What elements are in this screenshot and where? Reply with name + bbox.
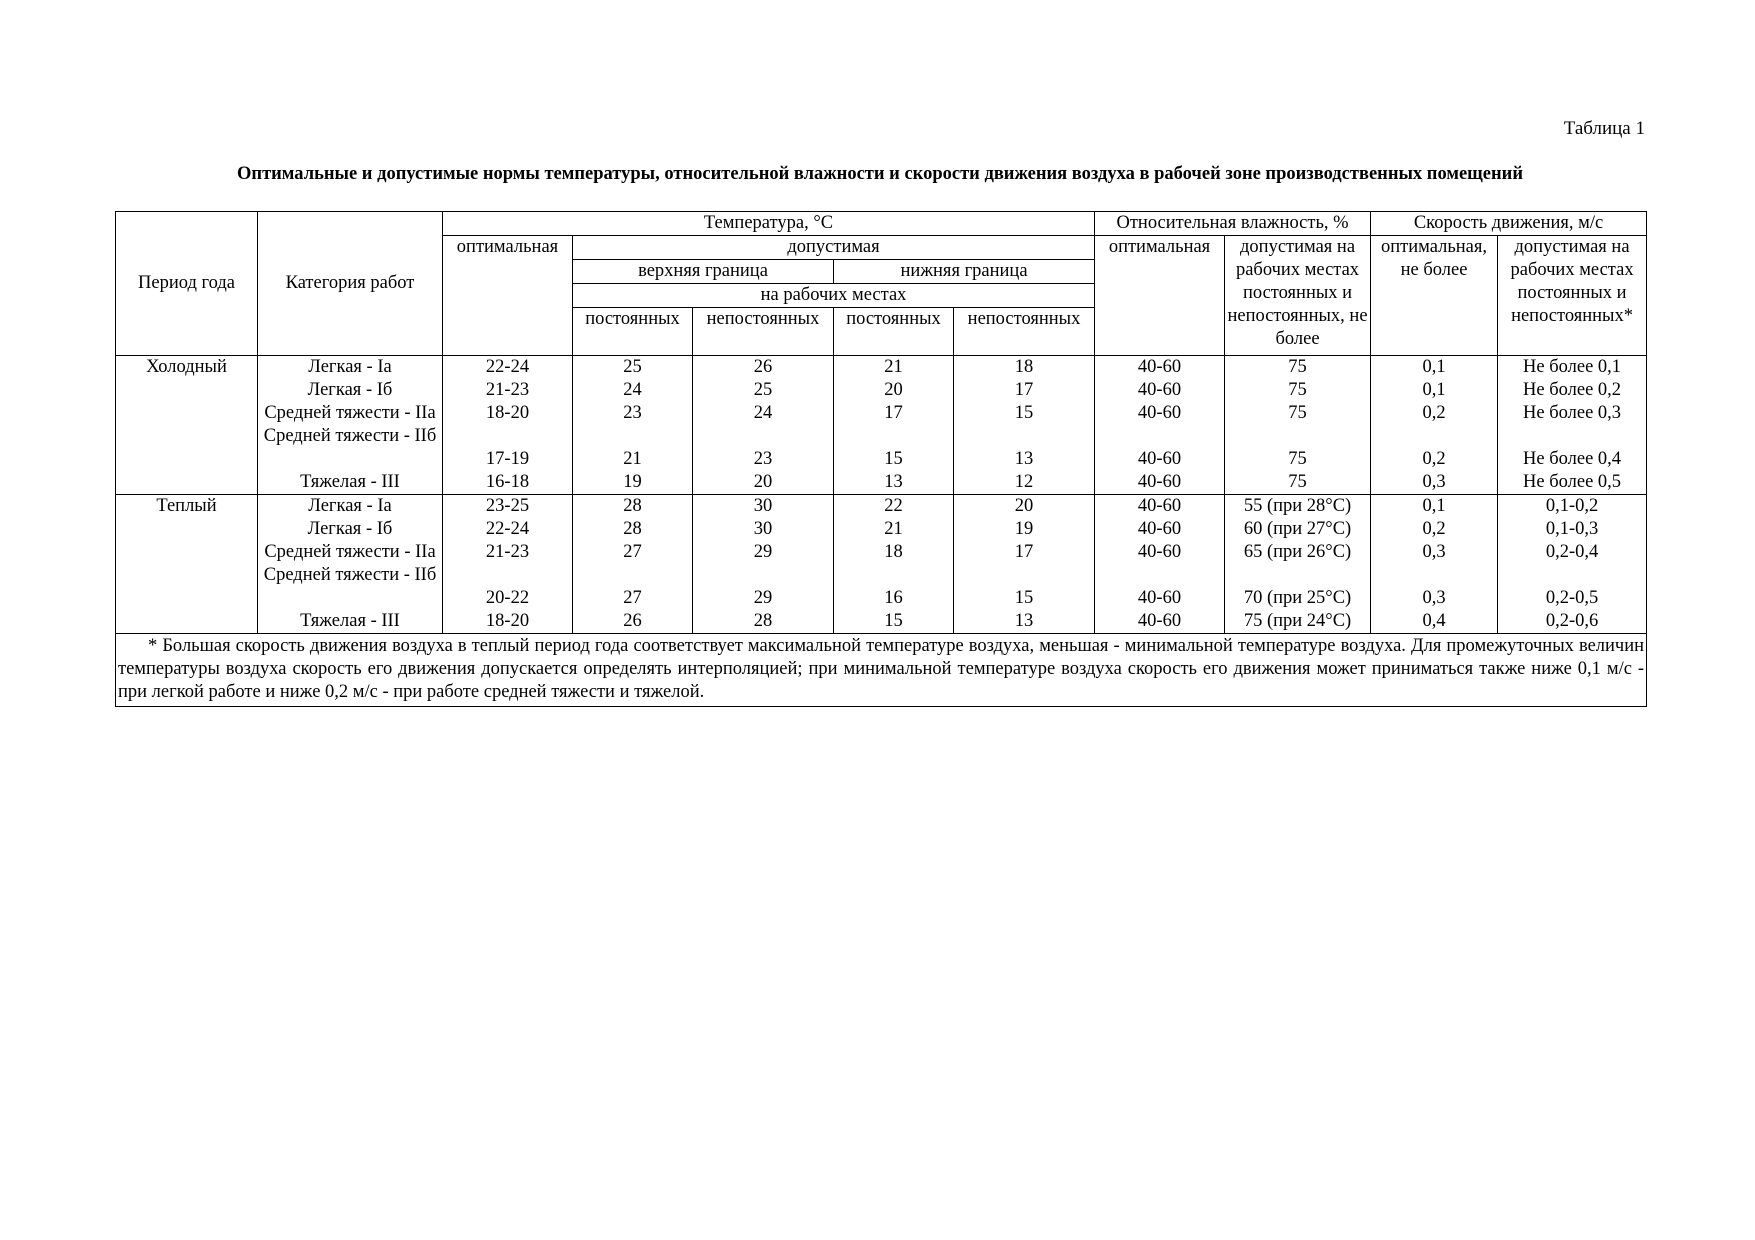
upper-nonpermanent-cell: 28 (693, 610, 834, 634)
upper-permanent-cell: 25 (573, 356, 693, 380)
category-cell: Тяжелая - III (258, 610, 443, 634)
upper-nonpermanent-cell: 29 (693, 541, 834, 564)
category-cell: Средней тяжести - IIб (258, 564, 443, 610)
speed-allowed-cell: 0,2-0,4 (1498, 541, 1647, 564)
lower-permanent-cell: 21 (834, 356, 954, 380)
lower-permanent-cell: 18 (834, 541, 954, 564)
lower-nonpermanent-cell: 12 (954, 471, 1095, 495)
speed-optimal-cell: 0,3 (1371, 564, 1498, 610)
table-row (116, 425, 1647, 471)
header-permanent-upper: постоянных (573, 308, 693, 356)
speed-optimal-cell: 0,1 (1371, 356, 1498, 380)
header-speed: Скорость движения, м/с (1371, 212, 1647, 236)
header-nonpermanent-lower: непостоянных (954, 308, 1095, 356)
humidity-optimal-cell: 40-60 (1095, 425, 1225, 471)
header-category: Категория работ (258, 212, 443, 356)
category-cell: Средней тяжести - IIа (258, 541, 443, 564)
header-speed-allowed: допустимая на рабочих местах постоянных и непостоянных* (1498, 236, 1647, 356)
header-at-workplaces: на рабочих местах (573, 284, 1095, 308)
category-cell: Тяжелая - III (258, 471, 443, 495)
speed-allowed-cell: Не более 0,3 (1498, 402, 1647, 425)
period-cell (116, 541, 258, 564)
upper-permanent-cell: 21 (573, 425, 693, 471)
period-cell (116, 471, 258, 495)
lower-permanent-cell: 21 (834, 518, 954, 541)
speed-optimal-cell: 0,2 (1371, 518, 1498, 541)
upper-permanent-cell: 27 (573, 564, 693, 610)
speed-optimal-cell: 0,4 (1371, 610, 1498, 634)
humidity-allowed-cell: 55 (при 28°С) (1225, 495, 1371, 519)
upper-permanent-cell: 24 (573, 379, 693, 402)
lower-nonpermanent-cell: 19 (954, 518, 1095, 541)
lower-permanent-cell: 17 (834, 402, 954, 425)
humidity-optimal-cell: 40-60 (1095, 379, 1225, 402)
header-upper-bound: верхняя граница (573, 260, 834, 284)
lower-nonpermanent-cell: 13 (954, 610, 1095, 634)
speed-allowed-cell: Не более 0,2 (1498, 379, 1647, 402)
speed-allowed-cell: 0,1-0,2 (1498, 495, 1647, 519)
lower-nonpermanent-cell: 17 (954, 541, 1095, 564)
period-cell (116, 402, 258, 425)
humidity-allowed-cell: 60 (при 27°С) (1225, 518, 1371, 541)
table-footer (116, 634, 1647, 707)
speed-allowed-cell: 0,2-0,5 (1498, 564, 1647, 610)
upper-nonpermanent-cell: 26 (693, 356, 834, 380)
humidity-allowed-cell: 75 (1225, 379, 1371, 402)
upper-nonpermanent-cell: 30 (693, 518, 834, 541)
humidity-optimal-cell: 40-60 (1095, 471, 1225, 495)
upper-permanent-cell: 19 (573, 471, 693, 495)
lower-nonpermanent-cell: 17 (954, 379, 1095, 402)
speed-optimal-cell: 0,1 (1371, 495, 1498, 519)
period-cell (116, 425, 258, 471)
humidity-allowed-cell: 75 (при 24°С) (1225, 610, 1371, 634)
lower-nonpermanent-cell: 15 (954, 402, 1095, 425)
speed-allowed-cell: 0,2-0,6 (1498, 610, 1647, 634)
temp-optimal-cell: 20-22 (443, 564, 573, 610)
humidity-optimal-cell: 40-60 (1095, 402, 1225, 425)
period-cell (116, 610, 258, 634)
lower-permanent-cell: 13 (834, 471, 954, 495)
upper-nonpermanent-cell: 29 (693, 564, 834, 610)
table-row (116, 541, 1647, 564)
category-cell: Средней тяжести - IIа (258, 402, 443, 425)
speed-optimal-cell: 0,3 (1371, 471, 1498, 495)
header-temperature: Температура, °С (443, 212, 1095, 236)
category-cell: Средней тяжести - IIб (258, 425, 443, 471)
humidity-allowed-cell: 75 (1225, 356, 1371, 380)
table-row (116, 356, 1647, 380)
category-cell: Легкая - Iб (258, 518, 443, 541)
speed-allowed-cell: 0,1-0,3 (1498, 518, 1647, 541)
humidity-optimal-cell: 40-60 (1095, 564, 1225, 610)
lower-permanent-cell: 20 (834, 379, 954, 402)
category-cell: Легкая - Iа (258, 356, 443, 380)
period-cell: Теплый (116, 495, 258, 519)
header-nonpermanent-upper: непостоянных (693, 308, 834, 356)
upper-permanent-cell: 23 (573, 402, 693, 425)
category-cell: Легкая - Iа (258, 495, 443, 519)
speed-optimal-cell: 0,2 (1371, 425, 1498, 471)
temp-optimal-cell: 21-23 (443, 379, 573, 402)
humidity-optimal-cell: 40-60 (1095, 610, 1225, 634)
humidity-optimal-cell: 40-60 (1095, 495, 1225, 519)
humidity-allowed-cell: 65 (при 26°С) (1225, 541, 1371, 564)
humidity-optimal-cell: 40-60 (1095, 518, 1225, 541)
period-cell (116, 518, 258, 541)
lower-nonpermanent-cell: 18 (954, 356, 1095, 380)
temp-optimal-cell: 22-24 (443, 356, 573, 380)
speed-optimal-cell: 0,3 (1371, 541, 1498, 564)
humidity-allowed-cell: 75 (1225, 471, 1371, 495)
upper-nonpermanent-cell: 20 (693, 471, 834, 495)
header-hum-optimal: оптимальная (1095, 236, 1225, 356)
footnote: * Большая скорость движения воздуха в теплый период года соответствует максимальной температуре воздуха, меньшая - минимальной температуре воздуха. Для промежуточных величин температуры воздуха скорость его движения допускается определять интерполяцией; при минимальной температуре воздуха скорость его движения может приниматься также ниже 0,1 м/с - при легкой работе и ниже 0,2 м/с - при работе средней тяжести и тяжелой. (116, 634, 1647, 707)
header-temp-optimal: оптимальная (443, 236, 573, 356)
header-humidity: Относительная влажность, % (1095, 212, 1371, 236)
temp-optimal-cell: 16-18 (443, 471, 573, 495)
upper-nonpermanent-cell: 24 (693, 402, 834, 425)
humidity-allowed-cell: 70 (при 25°С) (1225, 564, 1371, 610)
temp-optimal-cell: 17-19 (443, 425, 573, 471)
upper-permanent-cell: 28 (573, 495, 693, 519)
upper-nonpermanent-cell: 25 (693, 379, 834, 402)
header-permanent-lower: постоянных (834, 308, 954, 356)
norms-table (115, 211, 1647, 707)
header-period: Период года (116, 212, 258, 356)
speed-optimal-cell: 0,2 (1371, 402, 1498, 425)
period-cell (116, 379, 258, 402)
header-temp-allowed: допустимая (573, 236, 1095, 260)
speed-allowed-cell: Не более 0,1 (1498, 356, 1647, 380)
table-row (116, 471, 1647, 495)
temp-optimal-cell: 23-25 (443, 495, 573, 519)
period-cell: Холодный (116, 356, 258, 380)
header-lower-bound: нижняя граница (834, 260, 1095, 284)
speed-allowed-cell: Не более 0,5 (1498, 471, 1647, 495)
humidity-allowed-cell: 75 (1225, 402, 1371, 425)
table-body (116, 356, 1647, 634)
table-header (116, 212, 1647, 356)
table-row (116, 518, 1647, 541)
upper-permanent-cell: 27 (573, 541, 693, 564)
table-title: Оптимальные и допустимые нормы температуры, относительной влажности и скорости движения воздуха в рабочей зоне производственных помещений (237, 164, 1523, 184)
lower-permanent-cell: 15 (834, 425, 954, 471)
humidity-optimal-cell: 40-60 (1095, 541, 1225, 564)
table-row (116, 610, 1647, 634)
upper-permanent-cell: 28 (573, 518, 693, 541)
upper-nonpermanent-cell: 23 (693, 425, 834, 471)
speed-allowed-cell: Не более 0,4 (1498, 425, 1647, 471)
table-row (116, 564, 1647, 610)
lower-permanent-cell: 16 (834, 564, 954, 610)
temp-optimal-cell: 18-20 (443, 610, 573, 634)
lower-nonpermanent-cell: 20 (954, 495, 1095, 519)
humidity-optimal-cell: 40-60 (1095, 356, 1225, 380)
lower-permanent-cell: 15 (834, 610, 954, 634)
temp-optimal-cell: 22-24 (443, 518, 573, 541)
lower-nonpermanent-cell: 15 (954, 564, 1095, 610)
upper-permanent-cell: 26 (573, 610, 693, 634)
header-hum-allowed: допустимая на рабочих местах постоянных и непостоянных, не более (1225, 236, 1371, 356)
period-cell (116, 564, 258, 610)
temp-optimal-cell: 21-23 (443, 541, 573, 564)
temp-optimal-cell: 18-20 (443, 402, 573, 425)
table-row (116, 379, 1647, 402)
lower-permanent-cell: 22 (834, 495, 954, 519)
header-speed-optimal: оптимальная, не более (1371, 236, 1498, 356)
humidity-allowed-cell: 75 (1225, 425, 1371, 471)
table-caption: Таблица 1 (1563, 118, 1645, 139)
table-row (116, 402, 1647, 425)
speed-optimal-cell: 0,1 (1371, 379, 1498, 402)
table-row (116, 495, 1647, 519)
upper-nonpermanent-cell: 30 (693, 495, 834, 519)
lower-nonpermanent-cell: 13 (954, 425, 1095, 471)
category-cell: Легкая - Iб (258, 379, 443, 402)
